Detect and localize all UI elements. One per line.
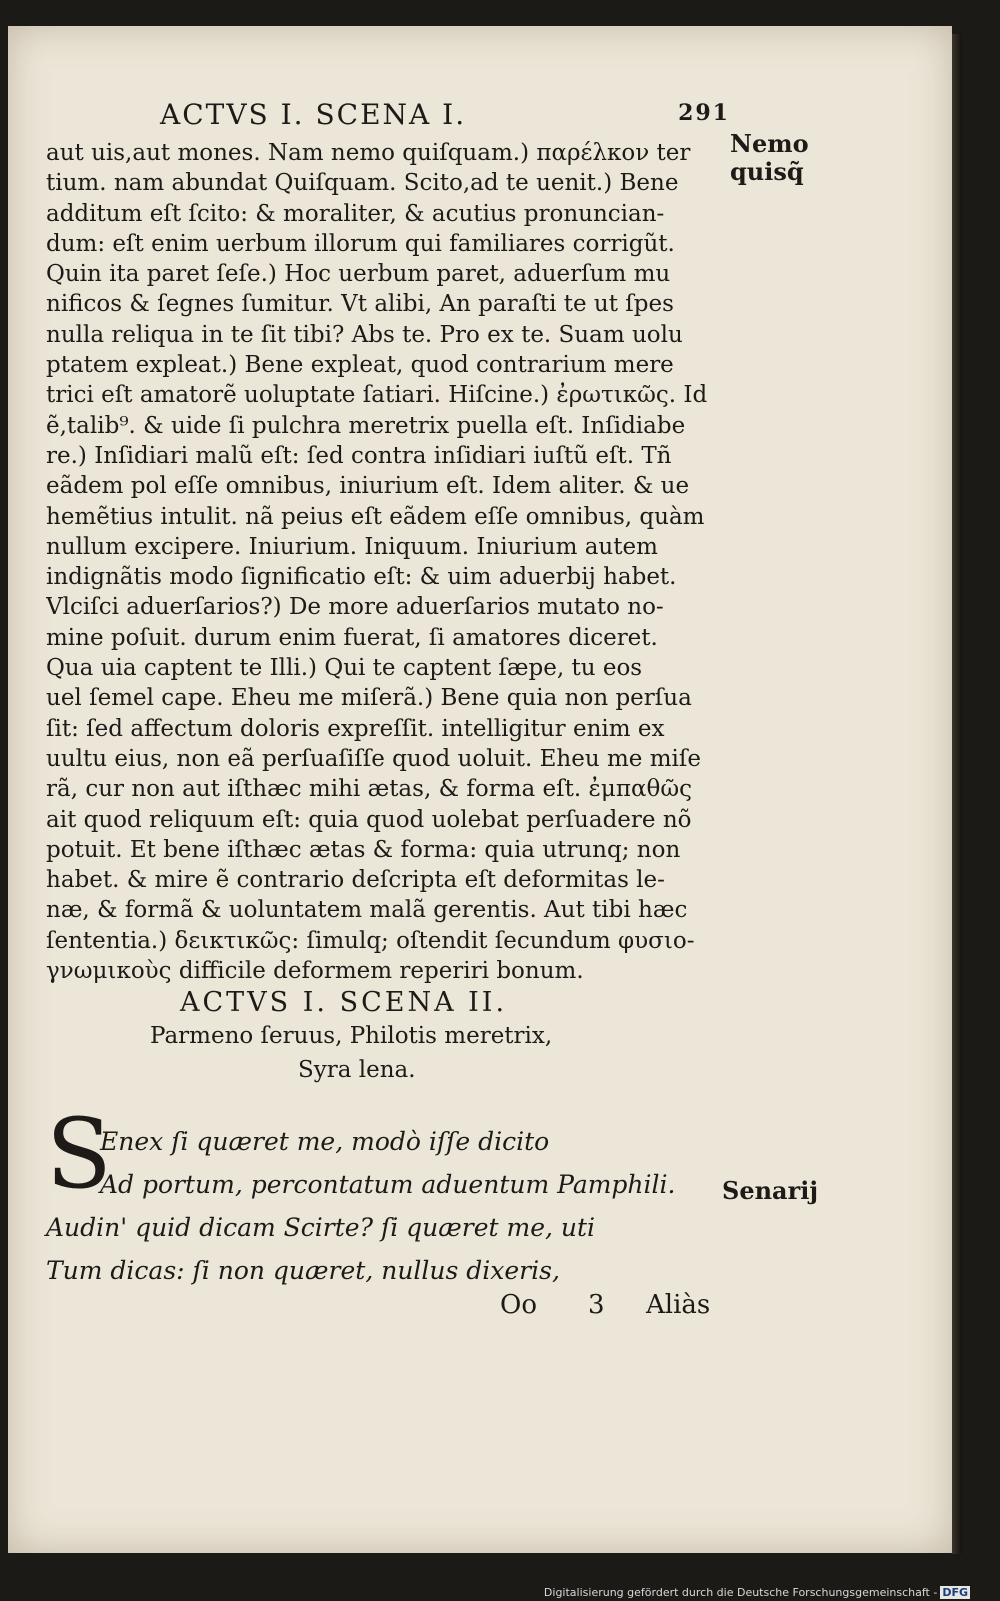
commentary-line: potuit. Et bene iſthæc ætas & forma: quia utrunq; non — [46, 836, 681, 863]
page-edge — [952, 34, 962, 1554]
verse-line: Tum dicas: ſi non quæret, nullus dixeris, — [46, 1256, 560, 1285]
commentary-line: tium. nam abundat Quiſquam. Scito,ad te uenit.) Bene — [46, 170, 679, 197]
verse-line: Audin' quid dicam Scirte? ſi quæret me, uti — [46, 1213, 596, 1242]
commentary-block — [46, 138, 736, 986]
commentary-line: nificos & ſegnes ſumitur. Vt alibi, An paraſti te ut ſpes — [46, 291, 674, 318]
signature-number: 3 — [588, 1290, 605, 1320]
digitization-footer — [544, 1586, 970, 1599]
commentary-line: habet. & mire ẽ contrario deſcripta eſt deformitas le- — [46, 867, 665, 894]
catchword: Aliàs — [646, 1290, 711, 1320]
commentary-line: Quin ita paret ſeſe.) Hoc uerbum paret, aduerſum mu — [46, 261, 671, 288]
dfg-logo: DFG — [942, 1586, 968, 1599]
commentary-line: nullum excipere. Iniurium. Iniquum. Iniurium autem — [46, 533, 658, 560]
commentary-line: Qua uia captent te Illi.) Qui te captent ſæpe, tu eos — [46, 655, 643, 682]
commentary-line: rã, cur non aut iſthæc mihi ætas, & forma eſt. ἐμπαθῶς — [46, 776, 692, 803]
commentary-line: eãdem pol eſſe omnibus, iniurium eſt. Idem aliter. & ue — [46, 473, 690, 500]
commentary-line: nulla reliqua in te ſit tibi? Abs te. Pro ex te. Suam uolu — [46, 321, 683, 348]
commentary-line: ſit: ſed affectum doloris expreſſit. intelligitur enim ex — [46, 715, 665, 742]
commentary-line: ẽ,talib⁹. & uide ſi pulchra meretrix puella eſt. Inſidiabe — [46, 412, 686, 439]
verse-line: Ad portum, percontatum aduentum Pamphili. — [100, 1170, 676, 1199]
footer-credit: Digitalisierung gefördert durch die Deutsche Forschungsgemeinschaft - — [543, 1586, 938, 1599]
margin-note-senarii: Senarij — [722, 1176, 819, 1205]
commentary-line: dum: eſt enim uerbum illorum qui familiares corrigũt. — [46, 230, 675, 257]
margin-note-line: Nemo — [730, 129, 809, 158]
signature-mark: Oo — [500, 1290, 537, 1320]
scene-title: ACTVS I. SCENA II. — [180, 987, 508, 1018]
commentary-line: γνωμικοὺς difficile deformem reperiri bonum. — [46, 958, 584, 985]
commentary-line: næ, & formã & uoluntatem malã gerentis. Aut tibi hæc — [46, 897, 688, 924]
commentary-line: mine poſuit. durum enim fuerat, ſi amatores diceret. — [46, 624, 658, 651]
scene-roles: Parmeno ſeruus, Philotis meretrix, — [150, 1023, 553, 1049]
commentary-line: re.) Inſidiari malũ eſt: ſed contra inſidiari iuſtũ eſt. Tñ — [46, 442, 672, 469]
scene-roles-cont: Syra lena. — [298, 1057, 416, 1083]
commentary-line: aut uis,aut mones. Nam nemo quiſquam.) παρέλκον ter — [46, 140, 691, 166]
running-head-title: ACTVS I. SCENA I. — [160, 98, 467, 131]
verse-block — [46, 1098, 676, 1292]
margin-note-nemo — [730, 130, 809, 186]
commentary-line: indignãtis modo ſignificatio eſt: & uim aduerbij habet. — [46, 564, 677, 591]
commentary-line: uel ſemel cape. Eheu me miſerã.) Bene quia non perſua — [46, 685, 692, 712]
commentary-line: uultu eius, non eã perſuaſiſſe quod uoluit. Eheu me miſe — [46, 745, 701, 772]
commentary-line: ait quod reliquum eſt: quia quod uolebat perſuadere nõ — [46, 806, 692, 833]
drop-cap: S — [46, 1098, 112, 1210]
verse-line: Enex ſi quæret me, modò iſſe dicito — [100, 1127, 550, 1156]
scene-heading — [150, 987, 610, 1091]
commentary-line: trici eſt amatorẽ uoluptate ſatiari. Hiſcine.) ἐρωτικῶς. Id — [46, 382, 708, 409]
commentary-line: ptatem expleat.) Bene expleat, quod contrarium mere — [46, 352, 674, 379]
commentary-line: Vlciſci aduerſarios?) De more aduerſarios mutato no- — [46, 594, 664, 621]
margin-note-line: quisq̃ — [730, 157, 804, 186]
commentary-line: hemẽtius intulit. nã peius eſt eãdem eſſe omnibus, quàm — [46, 503, 705, 530]
commentary-line: additum eſt ſcito: & moraliter, & acutius pronuncian- — [46, 200, 665, 227]
page-number: 291 — [678, 100, 730, 126]
commentary-line: ſententia.) δεικτικῶς: ſimulq; oſtendit ſecundum φυσιο- — [46, 927, 695, 954]
